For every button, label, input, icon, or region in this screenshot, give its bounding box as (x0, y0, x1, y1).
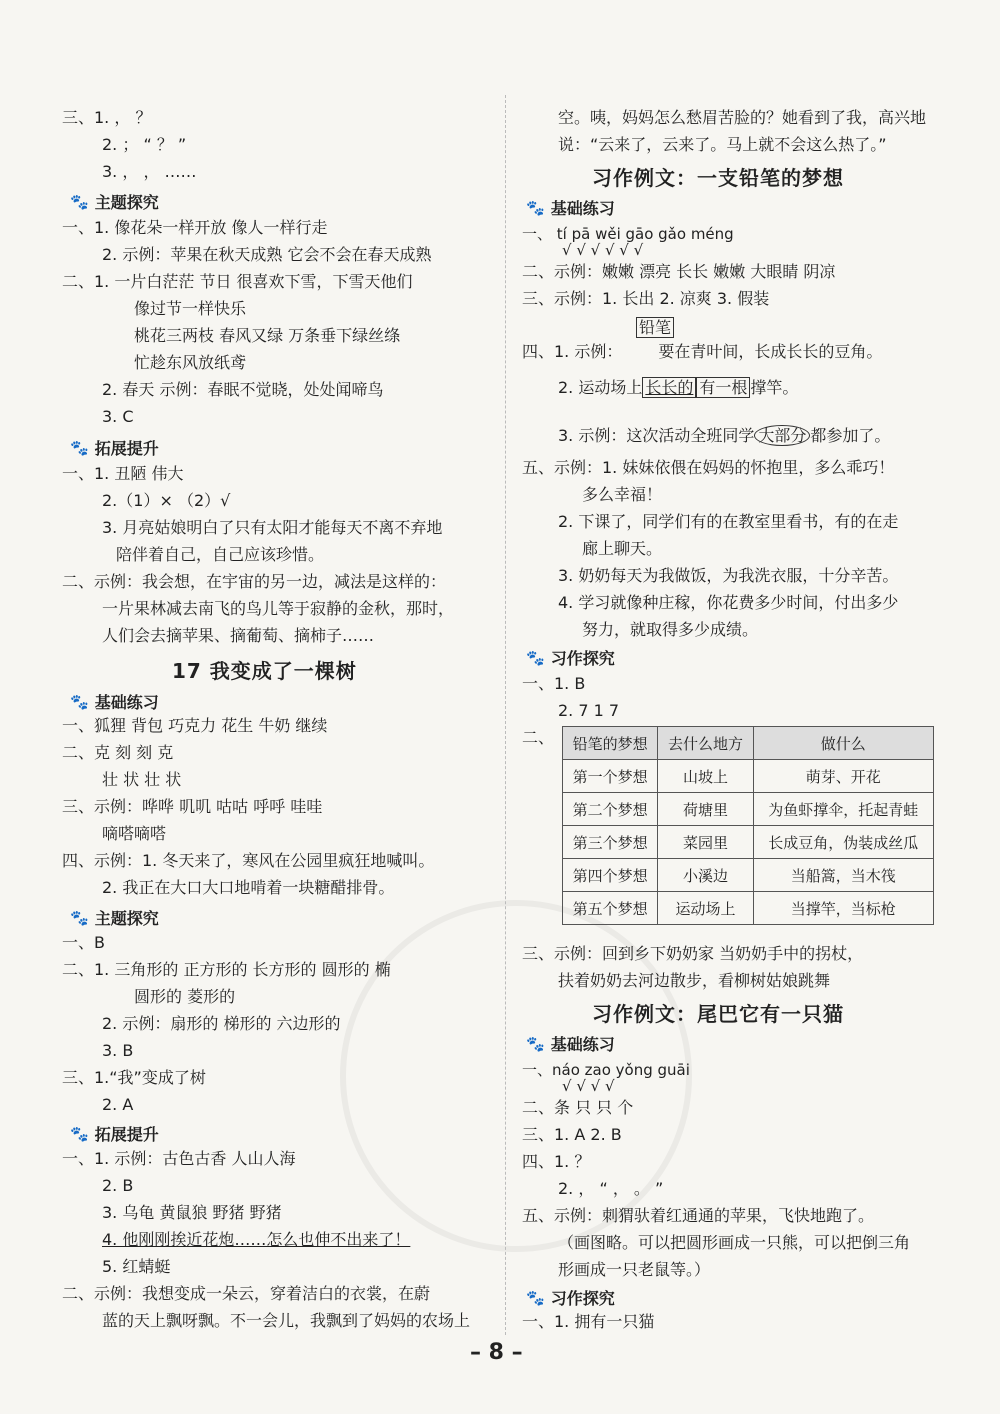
answer-text: 都参加了。 (810, 426, 891, 445)
lesson-title: 17 我变成了一棵树 (172, 659, 357, 683)
answer-line: 三、示例：1. 长出 2. 凉爽 3. 假装 (522, 289, 770, 308)
answer-line: 三、示例：哗哗 叽叽 咕咕 呼呼 哇哇 (62, 797, 323, 816)
answer-line: 二、示例：我会想，在宇宙的另一边，减法是这样的： (62, 572, 447, 591)
table-cell: 山坡上 (658, 760, 753, 793)
boxed-word-text: 有一根 (696, 377, 750, 398)
table-cell: 长成豆角，伪装成丝瓜 (753, 826, 933, 859)
section-heading-label: 拓展提升 (94, 1125, 159, 1144)
answer-line: 一、狐狸 背包 巧克力 花生 牛奶 继续 (62, 716, 328, 735)
table-cell: 当船篙，当木筏 (753, 859, 933, 892)
table-header: 做什么 (753, 727, 933, 760)
table-cell: 为鱼虾撑伞，托起青蛙 (753, 793, 933, 826)
answer-line: 3. B (102, 1041, 134, 1060)
answer-line: 一、1. 丑陋 伟大 (62, 464, 184, 483)
answer-text: 3. 示例：这次活动全班同学 (558, 426, 755, 445)
answer-line: 二、示例：嫩嫩 漂亮 长长 嫩嫩 大眼睛 阴凉 (522, 262, 836, 281)
answer-line: 廊上聊天。 (582, 539, 663, 558)
answer-line: 人们会去摘苹果、摘葡萄、摘柿子…… (102, 626, 375, 645)
table-row (563, 793, 934, 826)
table-cell: 当撑竿，当标枪 (753, 892, 933, 925)
section-heading-label: 基础练习 (550, 199, 615, 218)
paw-icon: 🐾 (526, 198, 545, 217)
pinyin-line: 一、náo zao yǒng guāi (522, 1061, 690, 1079)
table-cell: 菜园里 (658, 826, 753, 859)
answer-line: 4. 学习就像种庄稼，你花费多少时间，付出多少 (558, 593, 899, 612)
table-cell: 第五个梦想 (563, 892, 658, 925)
answer-line: 圆形的 菱形的 (134, 987, 236, 1006)
answer-line: 五、示例：刺猬驮着红通通的苹果，飞快地跑了。 (522, 1206, 875, 1225)
answer-line: 空。咦，妈妈怎么愁眉苦脸的？她看到了我，高兴地 (558, 108, 927, 127)
answer-line: 二、 (522, 728, 555, 747)
section-heading-label: 习作探究 (550, 649, 615, 668)
boxed-word-text: 长长的 (642, 377, 696, 398)
answer-line: 4. 他刚刚挨近花炮……怎么也伸不出来了！ (102, 1230, 411, 1249)
section-heading (70, 906, 159, 929)
table-cell: 运动场上 (658, 892, 753, 925)
answer-line (522, 342, 882, 362)
paw-icon: 🐾 (526, 648, 545, 667)
tick-marks: √ √ √ √ (562, 1077, 615, 1095)
lesson-title: 习作例文：一支铅笔的梦想 (592, 166, 844, 190)
answer-line: 一、1. 像花朵一样开放 像人一样行走 (62, 218, 328, 237)
answer-line: 蓝的天上飘呀飘。不一会儿，我飘到了妈妈的农场上 (102, 1311, 471, 1330)
table-cell: 第一个梦想 (563, 760, 658, 793)
table-row (563, 859, 934, 892)
section-heading (526, 196, 615, 219)
paw-icon: 🐾 (70, 1124, 89, 1143)
table-cell: 小溪边 (658, 859, 753, 892)
answer-line: 三、1. ， ？ (62, 108, 152, 127)
answer-line: 2. ； “ ？ ” (102, 135, 187, 154)
answer-line: 三、示例：回到乡下奶奶家 当奶奶手中的拐杖， (522, 944, 864, 963)
answer-line: 3. C (102, 407, 134, 426)
table-row (563, 892, 934, 925)
answer-line: 二、1. 一片白茫茫 节日 很喜欢下雪，下雪天他们 (62, 272, 413, 291)
answer-line: 多么幸福！ (582, 485, 663, 504)
answer-line: 2. 下课了，同学们有的在教室里看书，有的在走 (558, 512, 899, 531)
answer-line: 2. 示例：扇形的 梯形的 六边形的 (102, 1014, 341, 1033)
section-heading-label: 基础练习 (550, 1035, 615, 1054)
section-heading-label: 基础练习 (94, 693, 159, 712)
section-heading (70, 436, 159, 459)
paw-icon: 🐾 (70, 438, 89, 457)
paw-icon: 🐾 (70, 192, 89, 211)
table-row (563, 760, 934, 793)
section-heading (70, 1122, 159, 1145)
answer-line: 2. A (102, 1095, 134, 1114)
section-heading (70, 190, 159, 213)
answer-line: 2. 春天 示例：春眠不觉晓，处处闻啼鸟 (102, 380, 384, 399)
answer-line: 3. 乌龟 黄鼠狼 野猪 野猪 (102, 1203, 282, 1222)
answer-line: 三、1. A 2. B (522, 1125, 622, 1144)
answer-line: 2. B (102, 1176, 134, 1195)
answer-line (558, 426, 890, 446)
table-header-row (563, 727, 934, 760)
answer-line: 陪伴着自己，自己应该珍惜。 (116, 545, 325, 564)
section-heading-label: 主题探究 (94, 193, 159, 212)
answer-line: 一片果林减去南飞的鸟儿等于寂静的金秋，那时， (102, 599, 455, 618)
answer-line: 2. 7 1 7 (558, 701, 620, 720)
section-heading (526, 646, 615, 669)
answer-line: 3. 奶奶每天为我做饭，为我洗衣服，十分辛苦。 (558, 566, 899, 585)
answer-line: 形画成一只老鼠等。） (558, 1260, 711, 1279)
answer-line: （画图略。可以把圆形画成一只熊，可以把倒三角 (558, 1233, 911, 1252)
answer-text: 撑竿。 (750, 378, 799, 397)
section-heading (526, 1032, 615, 1055)
lesson-title: 习作例文：尾巴它有一只猫 (592, 1002, 844, 1026)
boxed-word (636, 318, 674, 338)
answer-line: 一、1. 示例：古色古香 人山人海 (62, 1149, 296, 1168)
tick-marks: √ √ √ √ √ √ (562, 241, 644, 259)
answer-line: 壮 状 壮 状 (102, 770, 182, 789)
answer-text: 要在青叶间，长成长长的豆角。 (658, 342, 883, 361)
table-row (563, 826, 934, 859)
paw-icon: 🐾 (70, 692, 89, 711)
answer-line: 四、示例：1. 冬天来了，寒风在公园里疯狂地喊叫。 (62, 851, 435, 870)
answer-line: 二、1. 三角形的 正方形的 长方形的 圆形的 椭 (62, 960, 391, 979)
answer-line: 桃花三两枝 春风又绿 万条垂下绿丝绦 (134, 326, 401, 345)
answer-line: 3. ， ， …… (102, 162, 197, 181)
answer-line: 忙趁东风放纸鸢 (134, 353, 247, 372)
answer-line: 二、示例：我想变成一朵云，穿着洁白的衣裳，在蔚 (62, 1284, 431, 1303)
answer-text: 2. 运动场上 (558, 378, 643, 397)
answer-line: 2. 我正在大口大口地啃着一块糖醋排骨。 (102, 878, 395, 897)
circled-word-text: 大部分 (754, 425, 810, 446)
table-cell: 第二个梦想 (563, 793, 658, 826)
paw-icon: 🐾 (526, 1288, 545, 1307)
pinyin-line: 一、 tí pā wěi gāo gǎo méng (522, 225, 734, 243)
table-cell: 萌芽、开花 (753, 760, 933, 793)
section-heading-label: 习作探究 (550, 1289, 615, 1308)
section-heading-label: 主题探究 (94, 909, 159, 928)
answer-line: 五、示例：1. 妹妹依偎在妈妈的怀抱里，多么乖巧！ (522, 458, 895, 477)
answer-line: 扶着奶奶去河边散步，看柳树姑娘跳舞 (558, 971, 831, 990)
table-header: 铅笔的梦想 (563, 727, 658, 760)
answer-line: 四、1. ？ (522, 1152, 591, 1171)
section-heading (70, 690, 159, 713)
answer-line: 说：“云来了，云来了。马上就不会这么热了。” (558, 135, 887, 154)
answer-line: 5. 红蜻蜓 (102, 1257, 171, 1276)
page-number: – 8 – (470, 1340, 523, 1365)
answer-line: 一、1. B (522, 674, 586, 693)
paw-icon: 🐾 (70, 908, 89, 927)
answer-line: 2. 示例：苹果在秋天成熟 它会不会在春天成熟 (102, 245, 432, 264)
section-heading (526, 1286, 615, 1309)
table-header: 去什么地方 (658, 727, 753, 760)
dream-table (562, 726, 934, 925)
answer-line: 像过节一样快乐 (134, 299, 247, 318)
paw-icon: 🐾 (526, 1034, 545, 1053)
answer-text: 四、1. 示例： (522, 342, 623, 361)
answer-line: 一、1. 拥有一只猫 (522, 1312, 655, 1331)
column-divider (505, 95, 506, 1335)
answer-line: 努力，就取得多少成绩。 (582, 620, 759, 639)
table-cell: 第三个梦想 (563, 826, 658, 859)
answer-line: 2.（1）× （2）√ (102, 491, 231, 510)
section-heading-label: 拓展提升 (94, 439, 159, 458)
answer-line: 3. 月亮姑娘明白了只有太阳才能每天不离不弃地 (102, 518, 443, 537)
table-cell: 荷塘里 (658, 793, 753, 826)
table-cell: 第四个梦想 (563, 859, 658, 892)
answer-line: 二、克 刻 刻 克 (62, 743, 174, 762)
answer-line: 嘀嗒嘀嗒 (102, 824, 167, 843)
answer-line (558, 378, 798, 398)
answer-line: 一、B (62, 933, 105, 952)
answer-line: 三、1.“我”变成了树 (62, 1068, 206, 1087)
answer-line: 2. ， “ ， 。 ” (558, 1179, 664, 1198)
boxed-word-text: 铅笔 (636, 317, 674, 338)
answer-line: 二、条 只 只 个 (522, 1098, 634, 1117)
